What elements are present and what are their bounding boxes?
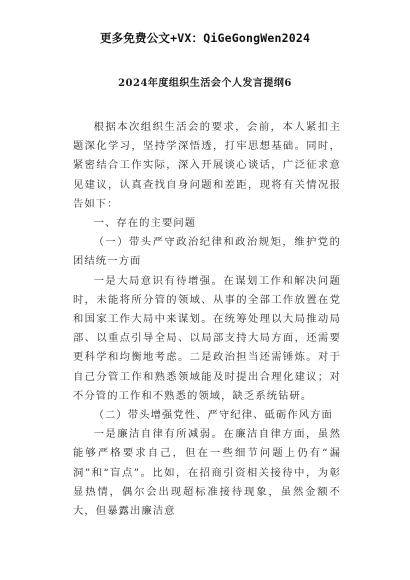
watermark-banner: 更多免费公文+VX：QiGeGongWen2024 bbox=[99, 31, 311, 45]
subsection-heading-2: （二）带头增强党性、严守纪律、砥砺作风方面 bbox=[93, 409, 333, 422]
intro-paragraph: 根据本次组织生活会的要求，会前，本人紧扣主题深化学习，坚持学深悟透，打牢思想基础。同时，紧密结合工作实际，深入开展谈心谈话，广泛征求意见建议，认真查找自身问题和差距，现将有关情况报告如下： bbox=[73, 121, 341, 210]
document-title: 2024年度组织生活会个人发言提纲6 bbox=[118, 78, 292, 89]
section-heading-1: 一、存在的主要问题 bbox=[93, 217, 197, 230]
subsection-paragraph-2: 一是廉洁自律有所减弱。在廉洁自律方面，虽然能够严格要求自己，但在一些细节问题上仍有“漏洞”和“盲点”。比如，在招商引资相关接待中，为彰显热情，偶尔会出现超标准接待现象，虽然金额不大，但暴露出廉洁意 bbox=[73, 428, 341, 518]
document-body bbox=[73, 118, 341, 521]
subsection-heading-1: （一）带头严守政治纪律和政治规矩，维护党的团结统一方面 bbox=[73, 236, 341, 268]
subsection-paragraph-1: 一是大局意识有待增强。在谋划工作和解决问题时，未能将所分管的领域、从事的全部工作放置在党和国家工作大局中来谋划。在统筹处理以大局推动局部、以重点引导全局、以局部支持大局方面，还需要更科学和均衡地考虑。二是政治担当还需锤炼。对于自己分管工作和熟悉领域能及时提出合理化建议；对不分管的工作和不熟悉的领域，缺乏系统钻研。 bbox=[73, 274, 341, 402]
